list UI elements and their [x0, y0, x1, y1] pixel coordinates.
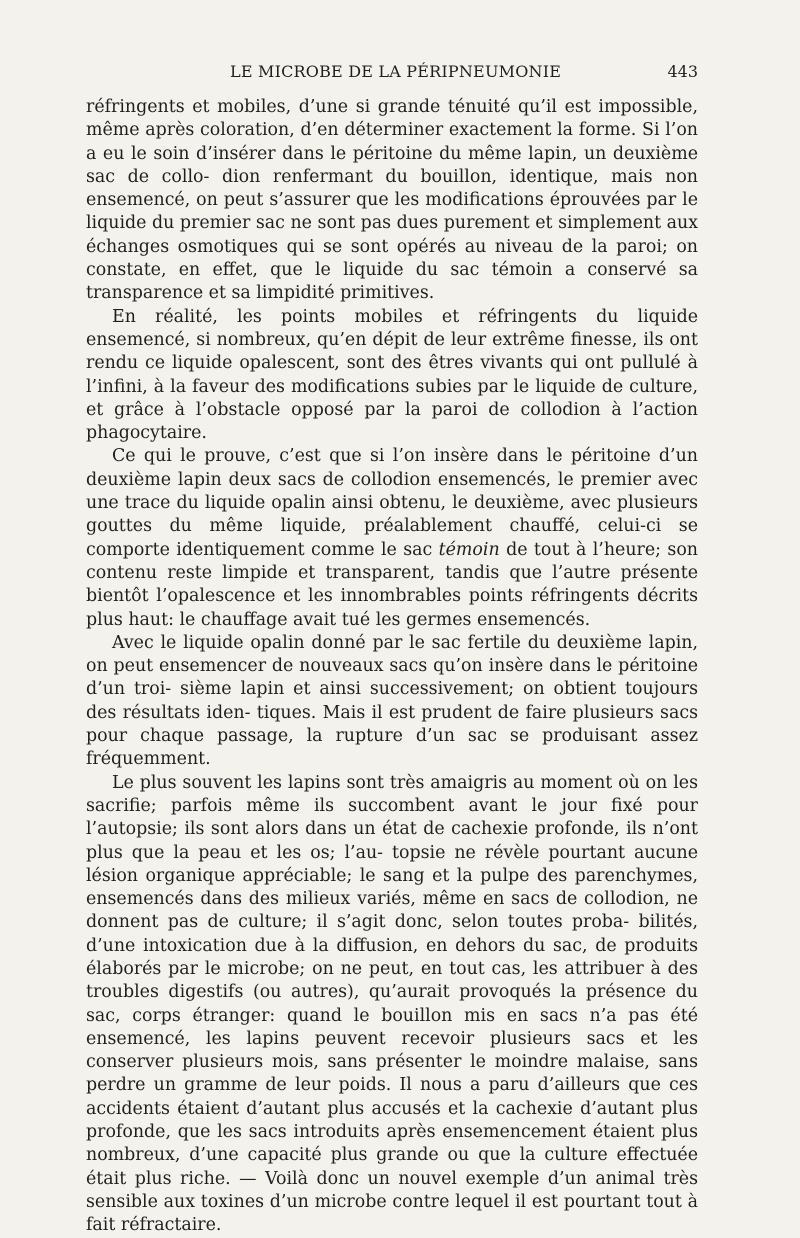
paragraph: En réalité, les points mobiles et réfringents du liquide ensemencé, si nombreux, qu’en dépit de leur extrême finesse, ils ont rendu ce liquide opalescent, sont des êtres vivants qui ont pullulé à l’infini, à la faveur des modifications subies par le liquide de culture, et grâce à l’obstacle opposé par la paroi de collodion à l’action phagocytaire.: [86, 306, 698, 444]
italic-term: témoin: [438, 539, 500, 560]
body-text: [86, 96, 698, 1238]
paragraph: Avec le liquide opalin donné par le sac fertile du deuxième lapin, on peut ensemencer de nouveaux sacs qu’on insère dans le péritoine d’un troi- sième lapin et ainsi successivement; on obtient toujours des résultats iden- tiques. Mais il est prudent de faire plusieurs sacs pour chaque passage, la rupture d’un sac se produisant assez fréquemment.: [86, 632, 698, 770]
paragraph: [86, 445, 698, 631]
paragraph: Le plus souvent les lapins sont très amaigris au moment où on les sacrifie; parfois même ils succombent avant le jour fixé pour l’autopsie; ils sont alors dans un état de cachexie profonde, ils n’ont plus que la peau et les os; l’au- topsie ne révèle pourtant aucune lésion organique appréciable; le sang et la pulpe des parenchymes, ensemencés dans des milieux variés, même en sacs de collodion, ne donnent pas de culture; il s’agit donc, selon toutes proba- bilités, d’une intoxication due à la diffusion, en dehors du sac, de produits élaborés par le microbe; on ne peut, en tout cas, les attribuer à des troubles digestifs (ou autres), qu’aurait provoqués la présence du sac, corps étranger: quand le bouillon mis en sacs n’a pas été ensemencé, les lapins peuvent recevoir plusieurs sacs et les conserver plusieurs mois, sans présenter le moindre malaise, sans perdre un gramme de leur poids. Il nous a paru d’ailleurs que ces accidents étaient d’autant plus accusés et la cachexie d’autant plus profonde, que les sacs introduits après ensemencement étaient plus nombreux, d’une capacité plus grande ou que la culture effectuée était plus riche. — Voilà donc un nouvel exemple d’un animal très sensible aux toxines d’un microbe contre lequel il est pourtant tout à fait réfractaire.: [86, 772, 698, 1236]
paragraph-text: Ce qui le prouve, c’est que si l’on insère dans le péritoine d’un deuxième lapin deux sacs de collodion ensemencés, le premier avec une trace du liquide opalin ainsi obtenu, le deuxième, avec plusieurs gouttes du même liquide, préalablement chauffé, celui-ci se comporte identiquement comme le sac: [86, 446, 698, 560]
running-title: LE MICROBE DE LA PÉRIPNEUMONIE: [230, 62, 562, 81]
paragraph-continuation: réfringents et mobiles, d’une si grande ténuité qu’il est impossible, même après coloration, d’en déterminer exactement la forme. Si l’on a eu le soin d’insérer dans le péritoine du même lapin, un deuxième sac de collo- dion renfermant du bouillon, identique, mais non ensemencé, on peut s’assurer que les modifications éprouvées par le liquide du premier sac ne sont pas dues purement et simplement aux échanges osmotiques qui se sont opérés au niveau de la paroi; on constate, en effet, que le liquide du sac témoin a conservé sa transparence et sa limpidité primitives.: [86, 97, 698, 304]
page-number: 443: [667, 62, 698, 81]
paragraph-text: de tout à l’heure; son contenu reste limpide et transparent, tandis que l’autre présente bientôt l’opalescence et les innombrables points réfringents décrits plus haut: le chauffage avait tué les germes ensemencés.: [86, 539, 698, 630]
running-head: [86, 62, 698, 84]
